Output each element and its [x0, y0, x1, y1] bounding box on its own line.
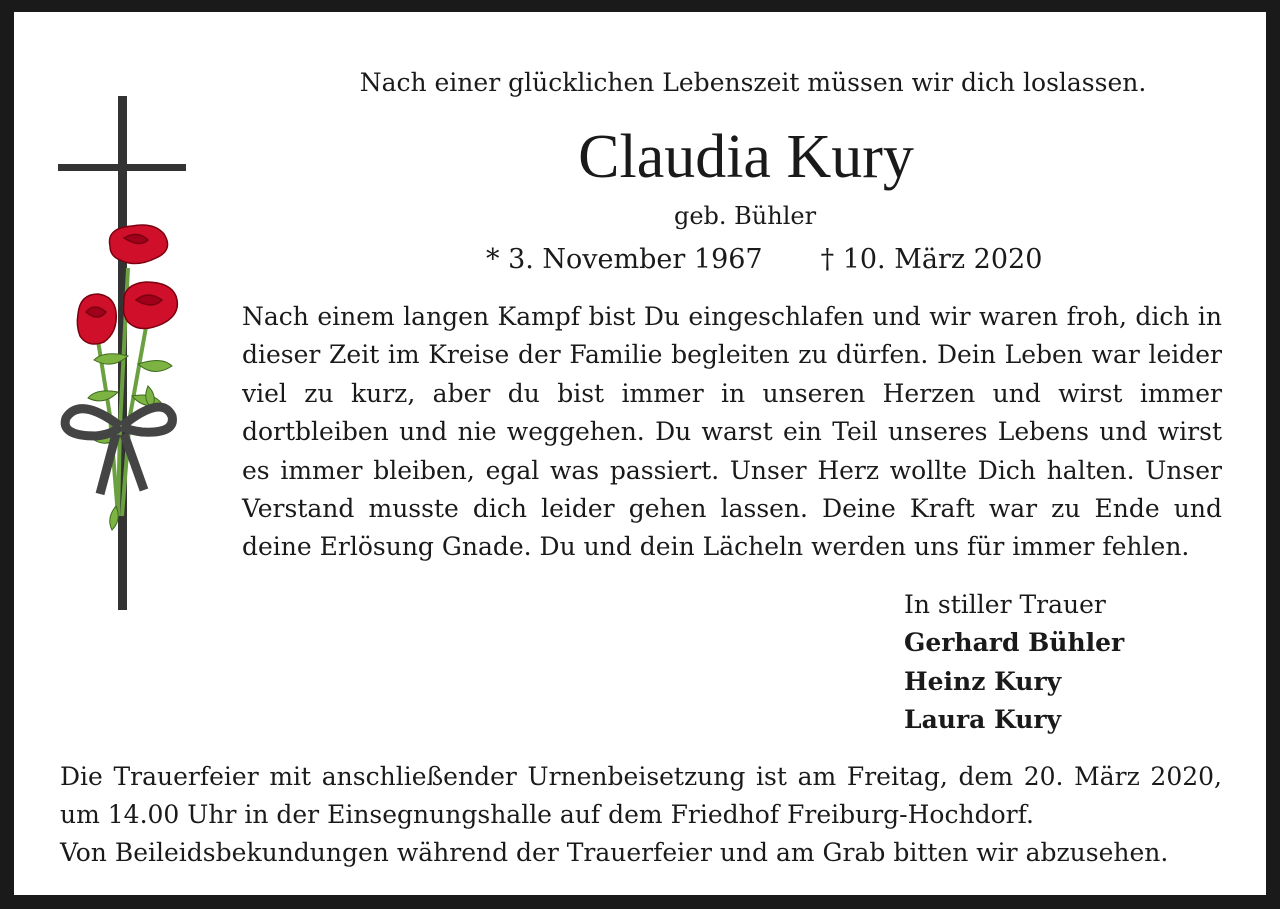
- ceremony-info: Die Trauerfeier mit anschließender Urnenbeisetzung ist am Freitag, dem 20. März 2020, um 14.00 Uhr in der Einsegnungshalle auf dem Friedhof Freiburg-Hochdorf.: [60, 762, 1222, 829]
- obituary-card: [14, 12, 1266, 895]
- mourner-name: Gerhard Bühler: [904, 628, 1125, 658]
- signature-intro: In stiller Trauer: [904, 590, 1106, 619]
- signature-block: [904, 586, 1124, 740]
- deceased-name: Claudia Kury: [578, 123, 914, 191]
- mourner-name: Laura Kury: [904, 705, 1062, 735]
- birth-date: * 3. November 1967: [486, 244, 763, 275]
- obituary-text: Nach einem langen Kampf bist Du eingeschlafen und wir waren froh, dich in dieser Zeit im Kreise der Familie begleiten zu dürfen. Dein Leben war leider viel zu kurz, aber du bist immer in unseren Herzen und wirst immer dortbleiben und nie weggehen. Du warst ein Teil unseres Lebens und wirst es immer bleiben, egal was passiert. Unser Herz wollte Dich halten. Unser Verstand musste dich leider gehen lassen. Deine Kraft war zu Ende und deine Erlösung Gnade. Du und dein Lächeln werden uns für immer fehlen.: [242, 302, 1222, 562]
- death-date: † 10. März 2020: [820, 244, 1043, 275]
- condolence-request: Von Beileidsbekundungen während der Trauerfeier und am Grab bitten wir abzusehen.: [60, 838, 1169, 867]
- motto: Nach einer glücklichen Lebenszeit müssen wir dich loslassen.: [359, 68, 1147, 97]
- birth-name: geb. Bühler: [673, 202, 817, 230]
- footer-notice: [60, 758, 1222, 872]
- mourner-name: Heinz Kury: [904, 666, 1062, 696]
- life-dates: [486, 244, 1042, 275]
